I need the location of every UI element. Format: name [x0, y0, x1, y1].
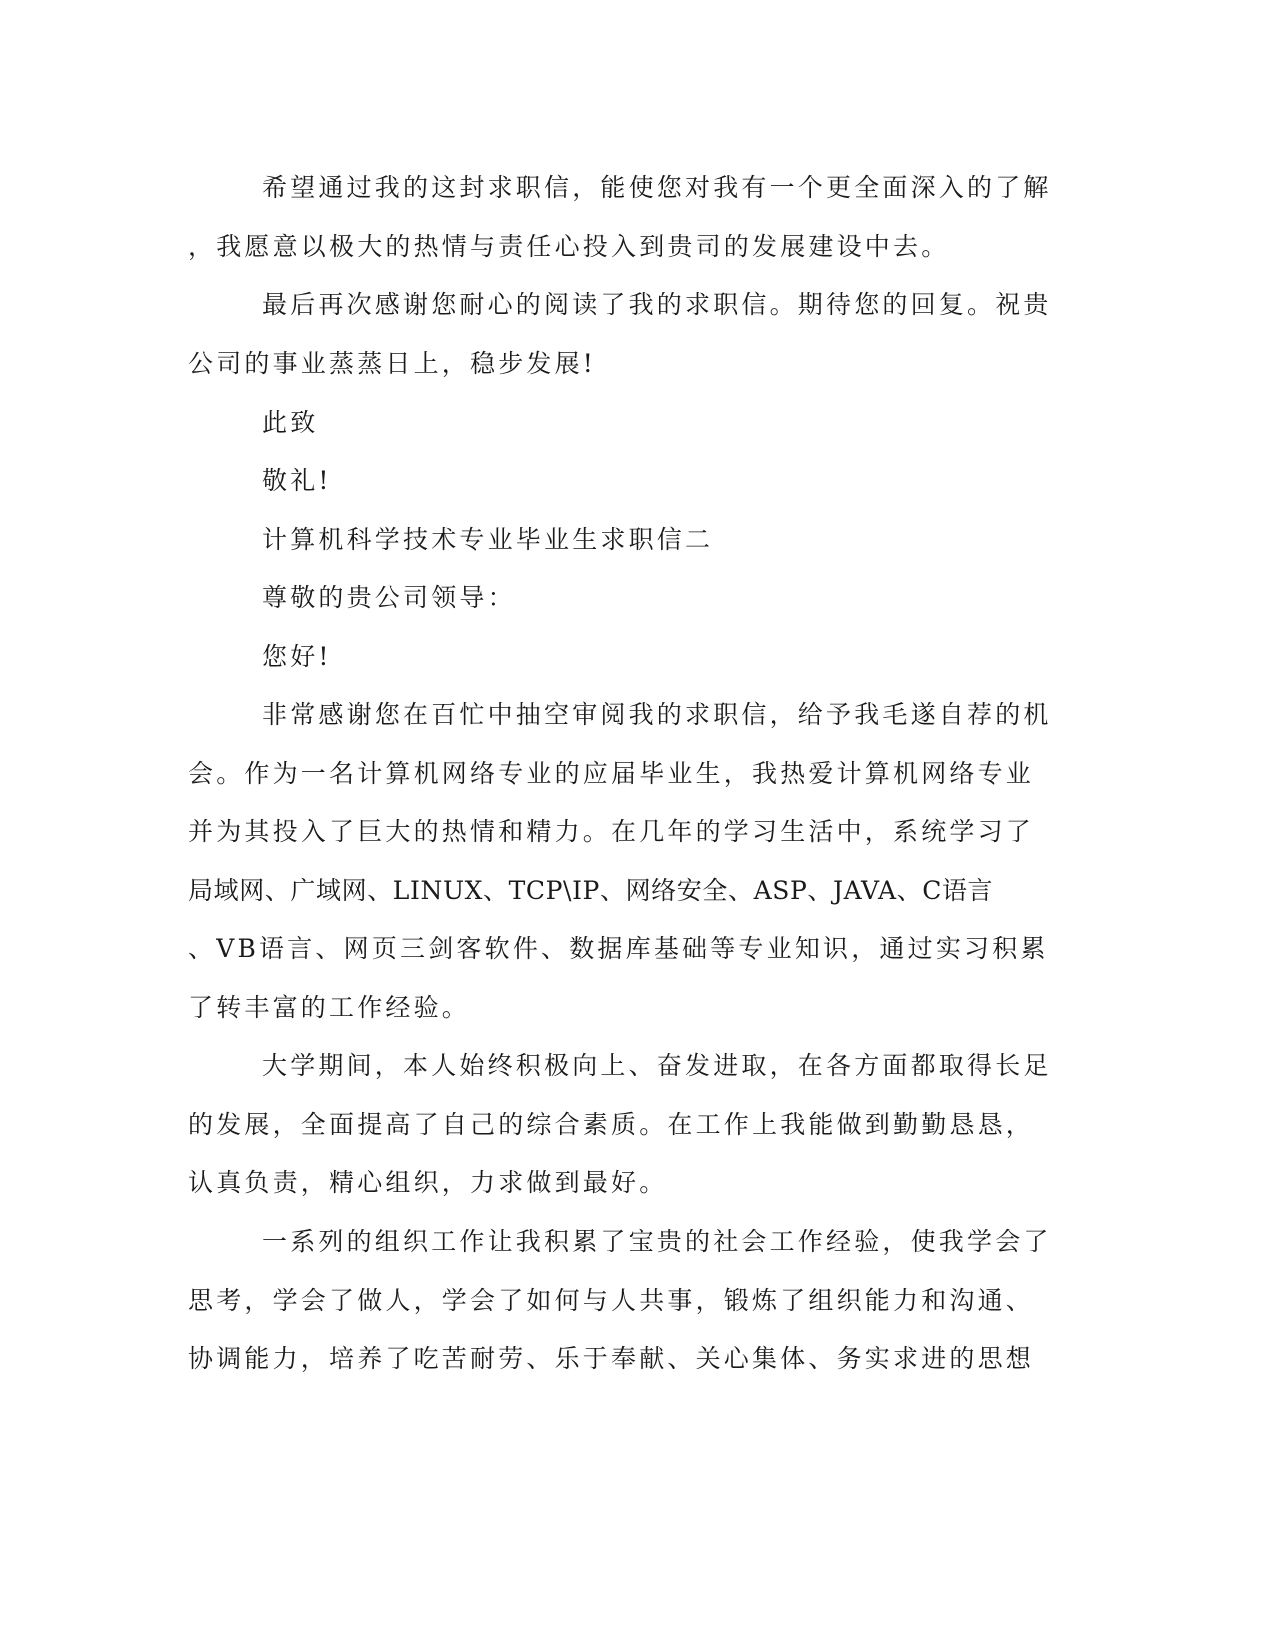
text-line: 最后再次感谢您耐心的阅读了我的求职信。期待您的回复。祝贵 [262, 290, 1052, 319]
text-line: ，我愿意以极大的热情与责任心投入到贵司的发展建设中去。 [188, 232, 950, 261]
text-line: 非常感谢您在百忙中抽空审阅我的求职信，给予我毛遂自荐的机 [262, 700, 1052, 729]
text-line: 局域网、广域网、LINUX、TCP\IP、网络安全、ASP、JAVA、C语言 [188, 876, 994, 905]
text-line: 协调能力，培养了吃苦耐劳、乐于奉献、关心集体、务实求进的思想 [188, 1344, 1035, 1373]
text-line: 思考，学会了做人，学会了如何与人共事，锻炼了组织能力和沟通、 [188, 1286, 1035, 1315]
greeting: 您好! [262, 642, 332, 671]
text-line: 敬礼! [262, 466, 332, 495]
text-line: 公司的事业蒸蒸日上，稳步发展! [188, 349, 597, 378]
text-line: 一系列的组织工作让我积累了宝贵的社会工作经验，使我学会了 [262, 1227, 1052, 1256]
section-heading: 计算机科学技术专业毕业生求职信二 [262, 525, 714, 554]
text-line: 的发展，全面提高了自己的综合素质。在工作上我能做到勤勤恳恳， [188, 1110, 1035, 1139]
salutation: 尊敬的贵公司领导： [262, 583, 516, 612]
text-line: 会。作为一名计算机网络专业的应届毕业生，我热爱计算机网络专业 [188, 759, 1035, 788]
text-line: 了转丰富的工作经验。 [188, 993, 471, 1022]
text-line: 大学期间，本人始终积极向上、奋发进取，在各方面都取得长足 [262, 1051, 1052, 1080]
text-line: 此致 [262, 408, 319, 437]
text-line: 希望通过我的这封求职信，能使您对我有一个更全面深入的了解 [262, 173, 1052, 202]
text-line: 认真负责，精心组织，力求做到最好。 [188, 1168, 668, 1197]
text-line: 、VB语言、网页三剑客软件、数据库基础等专业知识，通过实习积累 [188, 934, 1049, 963]
text-line: 并为其投入了巨大的热情和精力。在几年的学习生活中，系统学习了 [188, 817, 1035, 846]
